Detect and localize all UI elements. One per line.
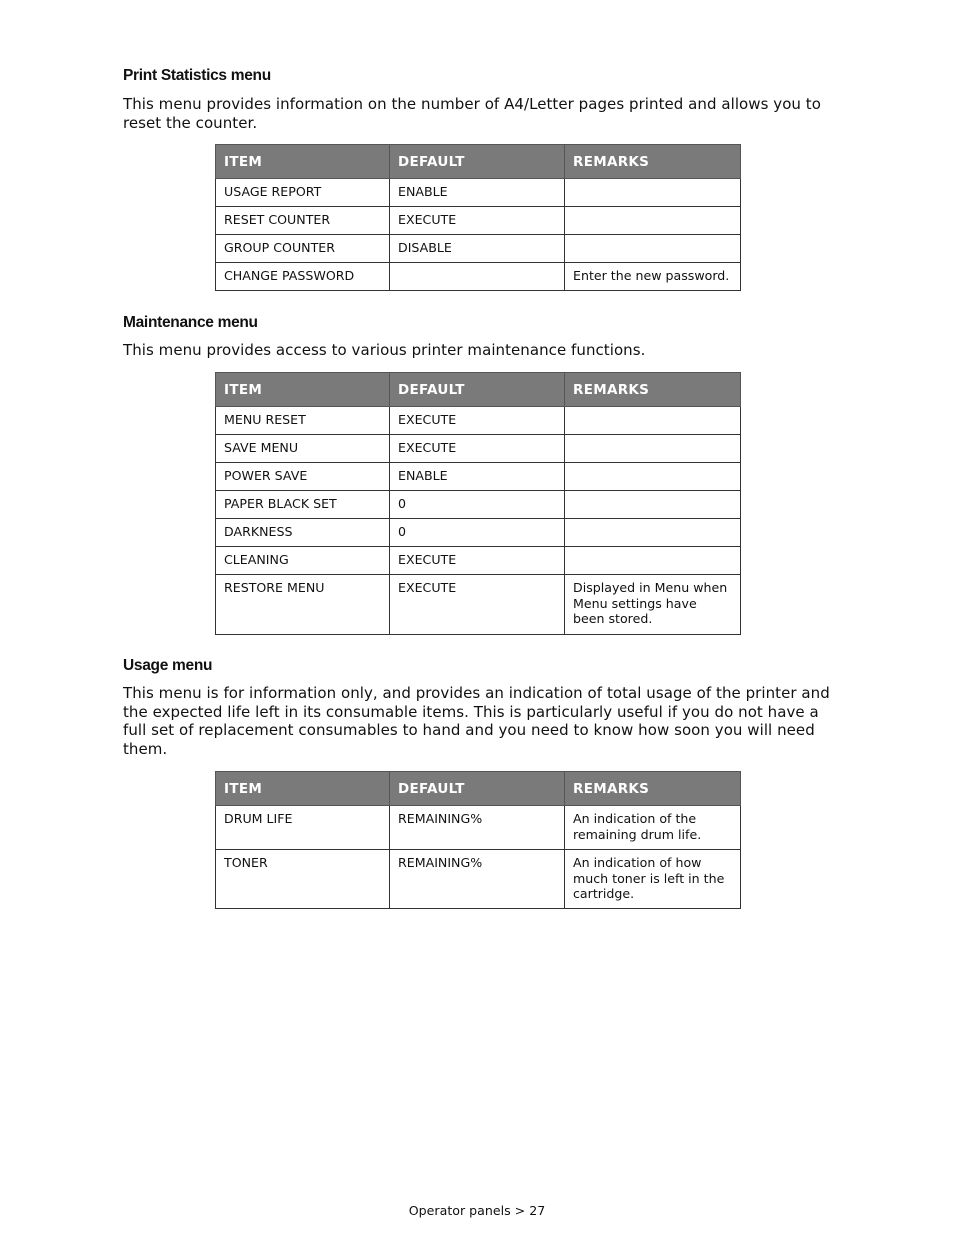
- column-header-item: ITEM: [216, 145, 390, 179]
- cell-remarks: An indication of the remaining drum life.: [565, 806, 741, 850]
- cell-remarks: [565, 463, 741, 491]
- cell-item: USAGE REPORT: [216, 179, 390, 207]
- table-row: [216, 435, 741, 463]
- table-row: [216, 407, 741, 435]
- cell-default: EXECUTE: [390, 547, 565, 575]
- cell-item: PAPER BLACK SET: [216, 491, 390, 519]
- column-header-item: ITEM: [216, 772, 390, 806]
- cell-item: CHANGE PASSWORD: [216, 263, 390, 291]
- cell-default: ENABLE: [390, 179, 565, 207]
- cell-default: [390, 263, 565, 291]
- table-row: [216, 207, 741, 235]
- column-header-default: DEFAULT: [390, 145, 565, 179]
- cell-item: DARKNESS: [216, 519, 390, 547]
- cell-remarks: [565, 179, 741, 207]
- column-header-default: DEFAULT: [390, 772, 565, 806]
- cell-default: DISABLE: [390, 235, 565, 263]
- cell-default: EXECUTE: [390, 435, 565, 463]
- cell-remarks: [565, 235, 741, 263]
- cell-item: TONER: [216, 850, 390, 909]
- cell-item: DRUM LIFE: [216, 806, 390, 850]
- usage-table: [215, 771, 741, 909]
- table-row: [216, 575, 741, 635]
- table-header-row: [216, 145, 741, 179]
- cell-default: EXECUTE: [390, 207, 565, 235]
- column-header-remarks: REMARKS: [565, 145, 741, 179]
- print-statistics-table: [215, 144, 741, 291]
- page-footer: Operator panels > 27: [408, 1203, 546, 1218]
- cell-remarks: An indication of how much toner is left in the cartridge.: [565, 850, 741, 909]
- table-row: [216, 850, 741, 909]
- table-row: [216, 263, 741, 291]
- table-row: [216, 491, 741, 519]
- cell-default: 0: [390, 491, 565, 519]
- section-heading: Maintenance menu: [123, 314, 258, 331]
- column-header-default: DEFAULT: [390, 373, 565, 407]
- cell-item: CLEANING: [216, 547, 390, 575]
- cell-item: GROUP COUNTER: [216, 235, 390, 263]
- cell-remarks: [565, 547, 741, 575]
- cell-default: REMAINING%: [390, 806, 565, 850]
- cell-item: RESET COUNTER: [216, 207, 390, 235]
- cell-remarks: [565, 435, 741, 463]
- cell-default: 0: [390, 519, 565, 547]
- cell-remarks: [565, 207, 741, 235]
- cell-default: ENABLE: [390, 463, 565, 491]
- table-header-row: [216, 772, 741, 806]
- table-row: [216, 547, 741, 575]
- column-header-item: ITEM: [216, 373, 390, 407]
- cell-remarks: [565, 519, 741, 547]
- section-intro: This menu provides access to various printer maintenance functions.: [123, 341, 646, 359]
- section-intro: This menu provides information on the number of A4/Letter pages printed and allows you to reset the counter.: [123, 95, 821, 132]
- maintenance-table: [215, 372, 741, 635]
- cell-remarks: Enter the new password.: [565, 263, 741, 291]
- table-row: [216, 463, 741, 491]
- table-row: [216, 519, 741, 547]
- section-intro: This menu is for information only, and provides an indication of total usage of the printer and the expected life left in its consumable items. This is particularly useful if you do not have a full set of replacement consumables to hand and you need to know how soon you will need them.: [123, 684, 830, 759]
- cell-default: REMAINING%: [390, 850, 565, 909]
- section-heading: Print Statistics menu: [123, 67, 271, 84]
- cell-item: SAVE MENU: [216, 435, 390, 463]
- cell-remarks: [565, 491, 741, 519]
- column-header-remarks: REMARKS: [565, 373, 741, 407]
- table-header-row: [216, 373, 741, 407]
- table-row: [216, 179, 741, 207]
- cell-item: POWER SAVE: [216, 463, 390, 491]
- cell-item: RESTORE MENU: [216, 575, 390, 635]
- cell-item: MENU RESET: [216, 407, 390, 435]
- usage-section: [123, 655, 833, 759]
- column-header-remarks: REMARKS: [565, 772, 741, 806]
- table-row: [216, 235, 741, 263]
- maintenance-section: [123, 312, 833, 360]
- cell-remarks: [565, 407, 741, 435]
- print-statistics-section: [123, 65, 833, 132]
- cell-default: EXECUTE: [390, 575, 565, 635]
- table-row: [216, 806, 741, 850]
- cell-remarks: Displayed in Menu when Menu settings have been stored.: [565, 575, 741, 635]
- section-heading: Usage menu: [123, 657, 213, 674]
- cell-default: EXECUTE: [390, 407, 565, 435]
